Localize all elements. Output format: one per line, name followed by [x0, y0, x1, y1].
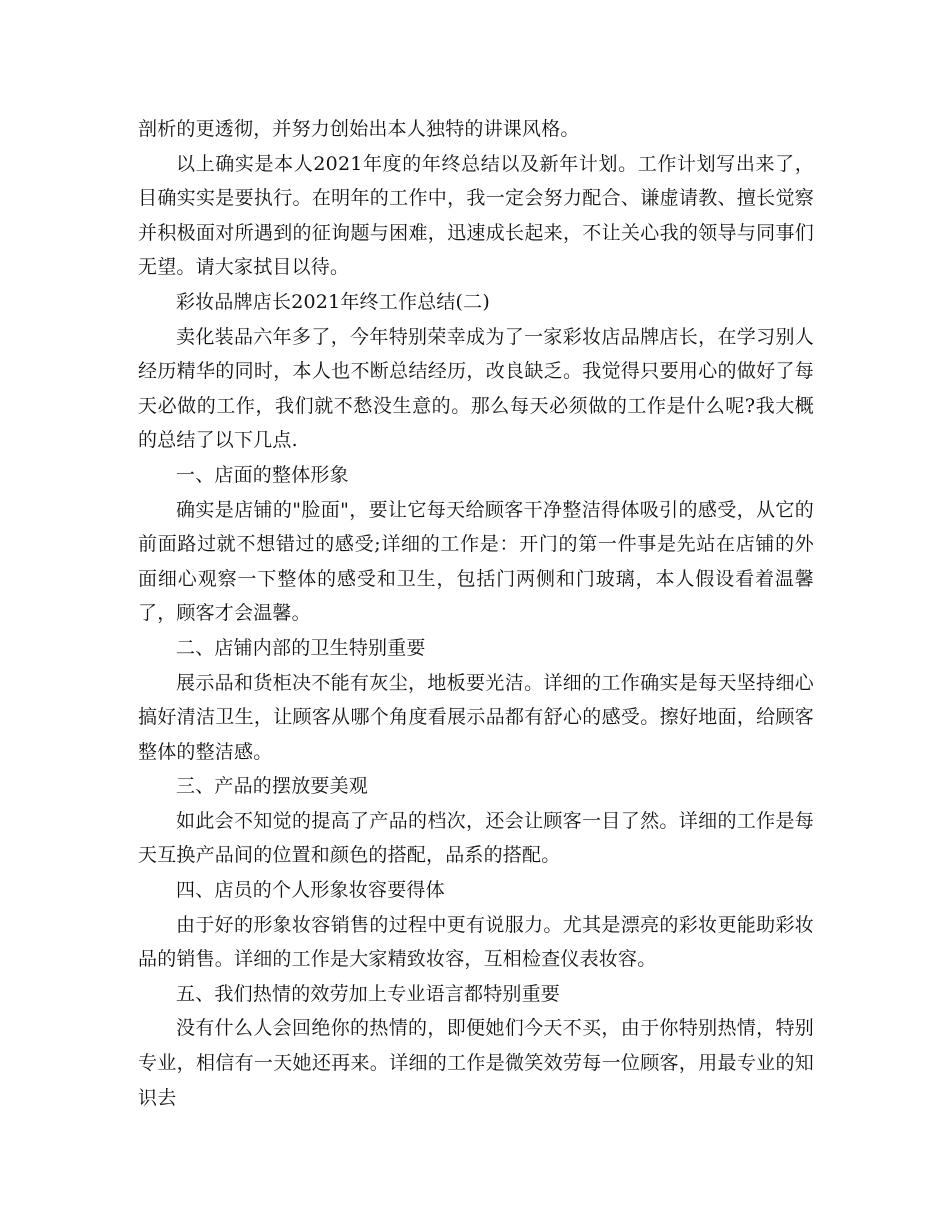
section-heading: 四、店员的个人形象妆容要得体: [176, 879, 445, 902]
paragraph: 卖化装品六年多了，今年特别荣幸成为了一家彩妆店品牌店长，在学习别人经历精华的同时，本人也不断总结经历，改良缺乏。我觉得只要用心的做好了每天必做的工作，我们就不愁没生意的。那么每天必须做的工作是什么呢?我大概的总结了以下几点.: [138, 325, 814, 452]
paragraph: 确实是店铺的"脸面"，要让它每天给顾客干净整洁得体吸引的感受，从它的前面路过就不想错过的感受;详细的工作是：开门的第一件事是先站在店铺的外面细心观察一下整体的感受和卫生，包括门两侧和门玻璃，本人假设看着温馨了，顾客才会温馨。: [138, 498, 814, 625]
section-heading: 三、产品的摆放要美观: [176, 775, 369, 798]
paragraph: 如此会不知觉的提高了产品的档次，还会让顾客一目了然。详细的工作是每天互换产品间的位置和颜色的搭配，品系的搭配。: [138, 809, 814, 867]
document-body: [138, 112, 814, 1115]
paragraph: 由于好的形象妆容销售的过程中更有说服力。尤其是漂亮的彩妆更能助彩妆品的销售。详细的工作是大家精致妆容，互相检查仪表妆容。: [138, 913, 814, 971]
paragraph: 剖析的更透彻，并努力创始出本人独特的讲课风格。: [138, 118, 580, 140]
section-heading: 二、店铺内部的卫生特别重要: [176, 636, 426, 659]
paragraph: 没有什么人会回绝你的热情的，即便她们今天不买，由于你特别热情，特别专业，相信有一天她还再来。详细的工作是微笑效劳每一位顾客，用最专业的知识去: [138, 1017, 814, 1109]
section-heading: 五、我们热情的效劳加上专业语言都特别重要: [176, 982, 561, 1005]
paragraph: 展示品和货柜决不能有灰尘，地板要光洁。详细的工作确实是每天坚持细心搞好清洁卫生，让顾客从哪个角度看展示品都有舒心的感受。擦好地面，给顾客整体的整洁感。: [138, 671, 814, 763]
paragraph: 以上确实是本人2021年度的年终总结以及新年计划。工作计划写出来了，目确实实是要执行。在明年的工作中，我一定会努力配合、谦虚请教、擅长觉察并积极面对所遇到的征询题与困难，迅速成长起来，不让关心我的领导与同事们无望。请大家拭目以待。: [138, 152, 814, 279]
section-heading: 一、店面的整体形象: [176, 463, 349, 486]
section-title: 彩妆品牌店长2021年终工作总结(二): [176, 290, 490, 313]
